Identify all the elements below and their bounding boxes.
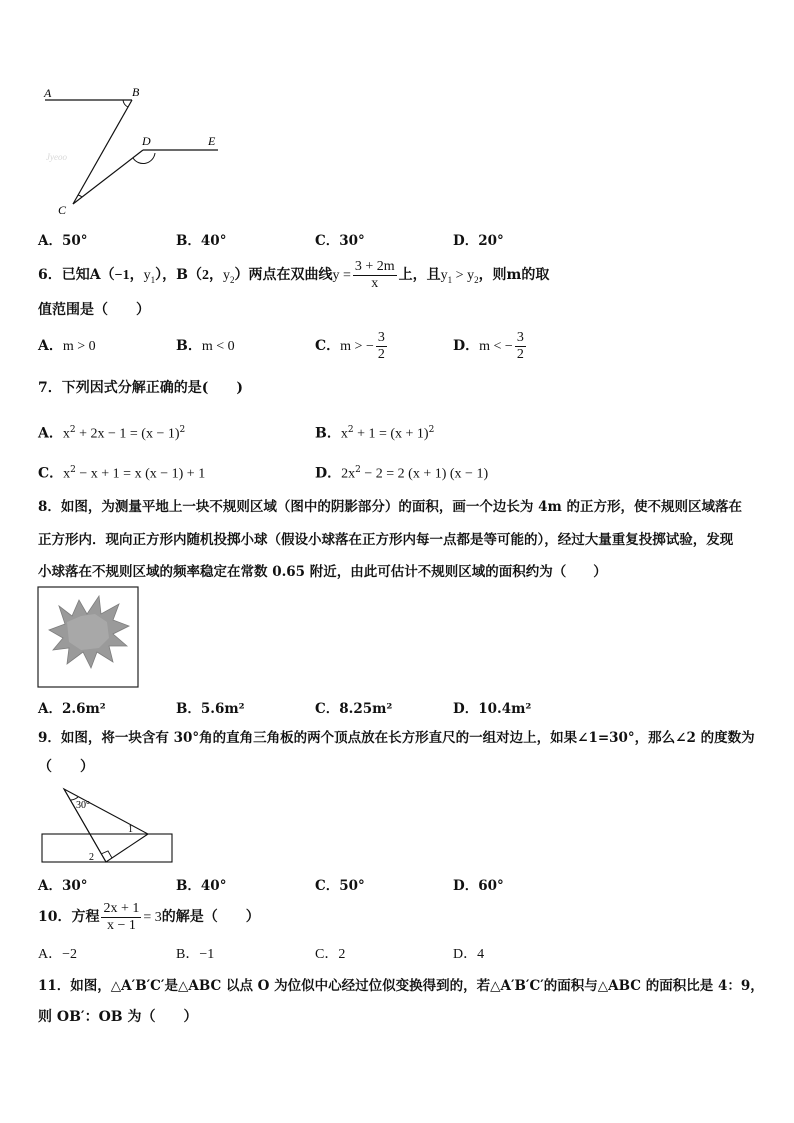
- label-angle-2: 2: [89, 852, 94, 863]
- q9-option-d: D．60°: [453, 878, 504, 894]
- q7-stem: 7．下列因式分解正确的是( ): [38, 380, 243, 396]
- q11-stem-line1: 11．如图，△A′B′C′是△ABC 以点 O 为位似中心经过位似变换得到的，若△A′B′C′的面积与△ABC 的面积比是 4：9，: [38, 978, 764, 994]
- q6-option-c: C．m > − $\frac{3}{2}$: [315, 329, 385, 362]
- ruler-triangle-figure: [38, 784, 178, 866]
- angle-figure-q5: [36, 82, 236, 222]
- q9-option-b: B．40°: [176, 878, 227, 894]
- label-d: D: [142, 134, 151, 148]
- q5-option-b: B．40°: [176, 233, 227, 249]
- q8-option-b: B．5.6m²: [176, 701, 245, 717]
- q6-stem-line2: 值范围是（ ）: [38, 302, 150, 318]
- q9-stem-line1: 9．如图，将一块含有 30°角的直角三角板的两个顶点放在长方形直尺的一组对边上，如果∠1=30°，那么∠2 的度数为: [38, 730, 755, 746]
- irregular-region-figure: [37, 586, 139, 688]
- q6-fraction: $\frac{3 + 2m}{x}$: [354, 258, 395, 291]
- q8-option-d: D．10.4m²: [453, 701, 532, 717]
- q8-stem-line2: 正方形内．现向正方形内随机投掷小球（假设小球落在正方形内每一点都是等可能的），经过大量重复投掷试验，发现: [38, 532, 734, 548]
- q8-stem-line3: 小球落在不规则区域的频率稳定在常数 0.65 附近，由此可估计不规则区域的面积约为（ ）: [38, 564, 607, 580]
- q11-stem-line2: 则 OB′：OB 为（ ）: [38, 1009, 198, 1025]
- label-b: B: [132, 85, 140, 99]
- q9-option-c: C．50°: [315, 878, 365, 894]
- q7-option-a: A．$x^2 + 2x - 1 = (x - 1)^2$: [38, 425, 186, 442]
- q7-option-c: C．$x^2 - x + 1 = x$ (x − 1) + 1: [38, 465, 206, 482]
- q10-stem: 10．方程 $\frac{2x + 1}{x - 1}$ = 3的解是（ ）: [38, 900, 260, 933]
- q10-option-b: B．−1: [176, 947, 215, 962]
- q6-option-d: D．m < − $\frac{3}{2}$: [453, 329, 524, 362]
- q8-option-a: A．2.6m²: [38, 701, 106, 717]
- q5-option-c: C．30°: [315, 233, 365, 249]
- q7-option-d: D．$2x^2 - 2 = 2$ (x + 1) (x − 1): [315, 465, 489, 482]
- q6-option-b: B．m < 0: [176, 338, 235, 354]
- q9-option-a: A．30°: [38, 878, 88, 894]
- q8-option-c: C．8.25m²: [315, 701, 393, 717]
- q10-fraction: $\frac{2x + 1}{x - 1}$: [103, 900, 140, 933]
- q10-option-c: C．2: [315, 947, 346, 962]
- q10-option-a: A．−2: [38, 947, 78, 962]
- q6-stem: 6．已知A（−1，$y_1$），B（2，$y_2$）两点在双曲线y = $\frac{3 + 2m}{x}$ 上，且$y_1 > y_2$，则m的取: [38, 258, 550, 291]
- label-e: E: [208, 134, 216, 148]
- q9-stem-line2: （ ）: [38, 759, 94, 775]
- label-30-degrees: 30°: [76, 800, 90, 811]
- label-a: A: [44, 86, 52, 100]
- q5-option-a: A．50°: [38, 233, 88, 249]
- label-c: C: [58, 203, 67, 217]
- label-angle-1: 1: [128, 824, 133, 835]
- q5-option-d: D．20°: [453, 233, 504, 249]
- q8-stem-line1: 8．如图，为测量平地上一块不规则区域（图中的阴影部分）的面积，画一个边长为 4m 的正方形，使不规则区域落在: [38, 499, 742, 515]
- watermark: Jyeoo: [46, 152, 67, 162]
- q6-option-a: A．m > 0: [38, 338, 96, 354]
- q7-option-b: B．$x^2 + 1 = (x + 1)^2$: [315, 425, 435, 442]
- q10-option-d: D．4: [453, 947, 485, 962]
